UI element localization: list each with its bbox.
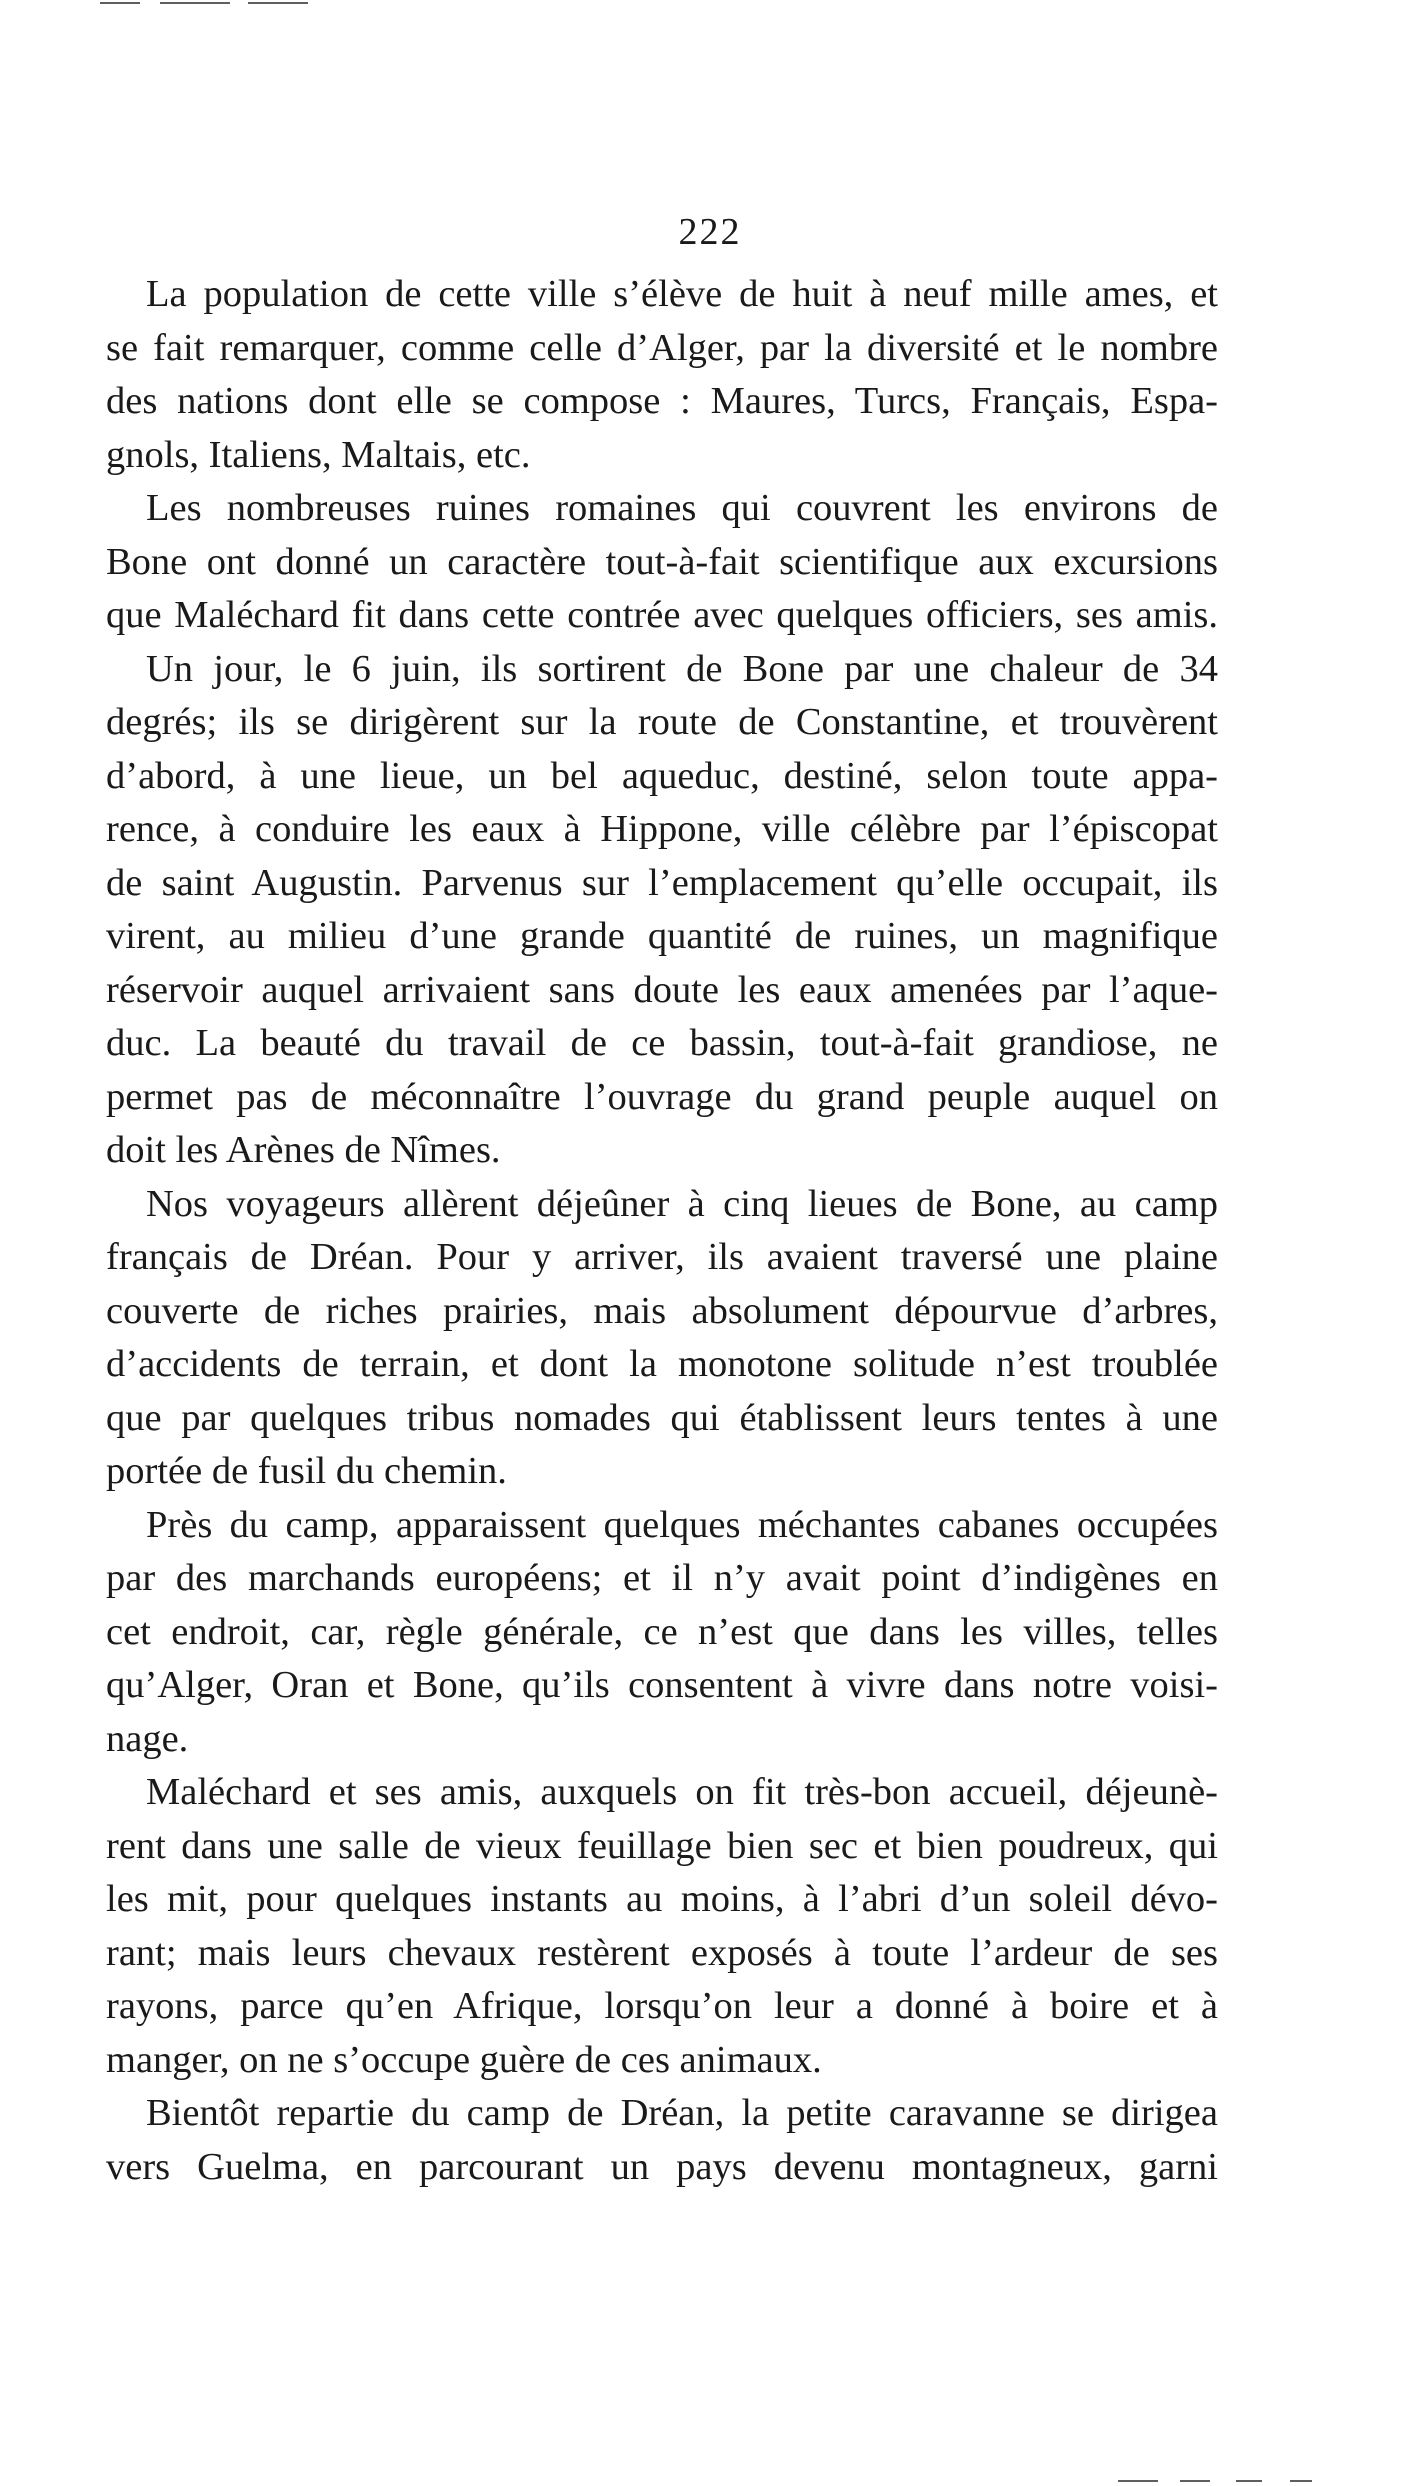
text-line: se fait remarquer, comme celle d’Alger, par la diversité et le nombre: [106, 326, 1218, 369]
paragraph: [106, 268, 1218, 482]
body-text: [106, 268, 1218, 2194]
text-line: Près du camp, apparaissent quelques méchantes cabanes occupées: [146, 1503, 1218, 1546]
text-line: les mit, pour quelques instants au moins, à l’abri d’un soleil dévo-: [106, 1878, 1218, 1920]
text-line: qu’Alger, Oran et Bone, qu’ils consentent à vivre dans notre voisi-: [106, 1664, 1218, 1706]
scan-edge-mark: [1118, 2480, 1158, 2482]
paragraph: [106, 1499, 1218, 1767]
text-line: Nos voyageurs allèrent déjeûner à cinq lieues de Bone, au camp: [146, 1182, 1218, 1225]
paragraph: [106, 482, 1218, 643]
scan-edge-mark: [160, 2, 230, 4]
text-line: français de Dréan. Pour y arriver, ils avaient traversé une plaine: [106, 1236, 1218, 1278]
scan-edge-mark: [1290, 2480, 1312, 2482]
text-line: Bientôt repartie du camp de Dréan, la petite caravanne se dirigea: [146, 2092, 1218, 2134]
text-line: couverte de riches prairies, mais absolument dépourvue d’arbres,: [106, 1289, 1218, 1332]
text-line: manger, on ne s’occupe guère de ces animaux.: [106, 2038, 822, 2081]
text-line: permet pas de méconnaître l’ouvrage du grand peuple auquel on: [106, 1075, 1218, 1118]
text-line: de saint Augustin. Parvenus sur l’emplacement qu’elle occupait, ils: [106, 861, 1218, 904]
scan-edge-mark: [1236, 2480, 1262, 2482]
paragraph: [106, 1178, 1218, 1499]
text-line: La population de cette ville s’élève de huit à neuf mille ames, et: [146, 273, 1218, 315]
text-line: rent dans une salle de vieux feuillage bien sec et bien poudreux, qui: [106, 1824, 1218, 1867]
scan-edge-mark: [100, 2, 140, 4]
paragraph: [106, 1766, 1218, 2087]
scan-edge-mark: [1180, 2480, 1210, 2482]
text-line: rant; mais leurs chevaux restèrent exposés à toute l’ardeur de ses: [106, 1931, 1218, 1974]
text-line: doit les Arènes de Nîmes.: [106, 1129, 501, 1171]
text-line: degrés; ils se dirigèrent sur la route de Constantine, et trouvèrent: [106, 701, 1218, 743]
paragraph: [106, 2087, 1218, 2194]
text-line: que par quelques tribus nomades qui établissent leurs tentes à une: [106, 1396, 1218, 1439]
text-line: réservoir auquel arrivaient sans doute les eaux amenées par l’aque-: [106, 968, 1218, 1011]
text-line: cet endroit, car, règle générale, ce n’est que dans les villes, telles: [106, 1610, 1218, 1653]
text-line: rayons, parce qu’en Afrique, lorsqu’on leur a donné à boire et à: [106, 1985, 1218, 2027]
text-line: que Maléchard fit dans cette contrée avec quelques officiers, ses amis.: [106, 594, 1218, 636]
text-line: d’accidents de terrain, et dont la monotone solitude n’est troublée: [106, 1343, 1218, 1385]
text-line: portée de fusil du chemin.: [106, 1450, 507, 1492]
text-line: par des marchands européens; et il n’y avait point d’indigènes en: [106, 1557, 1218, 1599]
text-line: Un jour, le 6 juin, ils sortirent de Bone par une chaleur de 34: [146, 647, 1218, 690]
text-line: Les nombreuses ruines romaines qui couvrent les environs de: [146, 487, 1218, 529]
text-line: rence, à conduire les eaux à Hippone, ville célèbre par l’épiscopat: [106, 808, 1218, 850]
text-line: duc. La beauté du travail de ce bassin, tout-à-fait grandiose, ne: [106, 1022, 1218, 1064]
text-line: Bone ont donné un caractère tout-à-fait scientifique aux excursions: [106, 540, 1218, 583]
text-line: virent, au milieu d’une grande quantité de ruines, un magnifique: [106, 915, 1218, 957]
text-line: Maléchard et ses amis, auxquels on fit très-bon accueil, déjeunè-: [146, 1771, 1218, 1813]
page-number: 222: [678, 211, 742, 253]
text-line: gnols, Italiens, Maltais, etc.: [106, 433, 531, 476]
text-line: d’abord, à une lieue, un bel aqueduc, destiné, selon toute appa-: [106, 754, 1218, 797]
text-line: vers Guelma, en parcourant un pays devenu montagneux, garni: [106, 2145, 1218, 2188]
scan-edge-mark: [248, 2, 308, 4]
text-line: nage.: [106, 1717, 189, 1760]
paragraph: [106, 643, 1218, 1178]
text-line: des nations dont elle se compose : Maures, Turcs, Français, Espa-: [106, 380, 1218, 422]
